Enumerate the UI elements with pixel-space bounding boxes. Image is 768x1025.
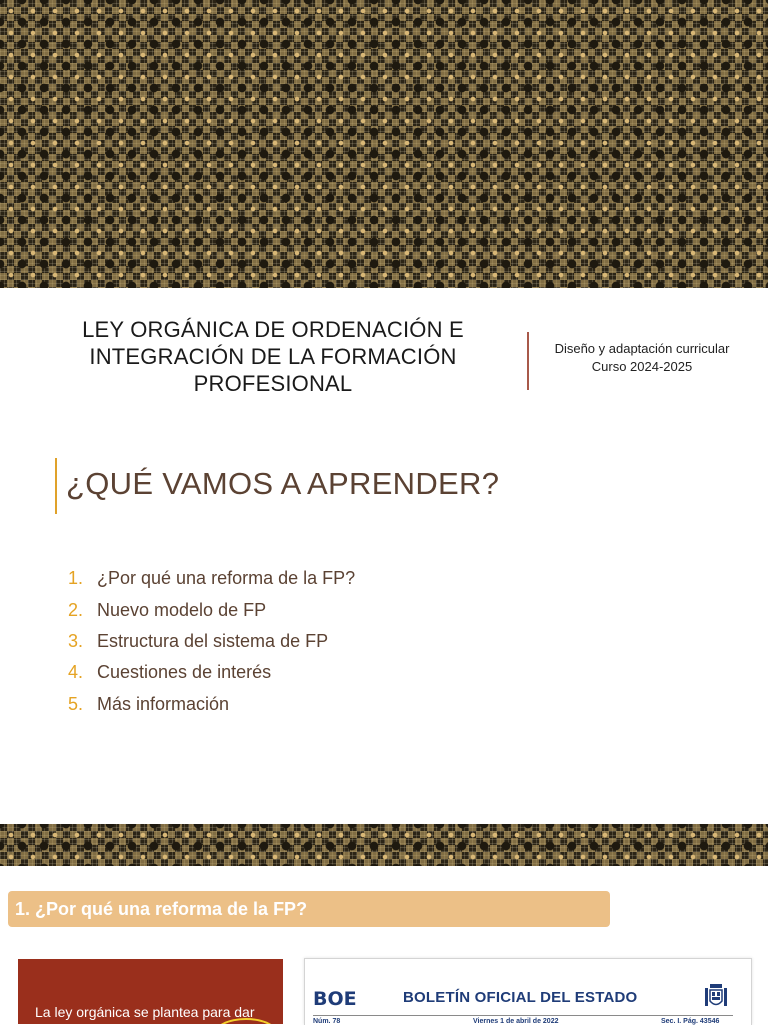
toc-item[interactable] [68,626,355,657]
boe-document-preview [304,958,752,1025]
boe-logo-text: BOE [313,988,357,1008]
title-line: LEY ORGÁNICA DE ORDENACIÓN E [82,317,464,342]
toc-number: 3. [68,630,84,651]
toc-label: Estructura del sistema de FP [97,630,329,651]
section-banner [8,891,610,927]
intro-card-text: La ley orgánica se plantea para dar [35,1004,255,1020]
toc-item[interactable] [68,689,355,720]
boe-title: BOLETÍN OFICIAL DEL ESTADO [403,989,638,1006]
title-line: INTEGRACIÓN DE LA FORMACIÓN [89,344,457,369]
decorative-pattern-banner-mid [0,824,768,866]
boe-logo-icon [313,988,363,1008]
toc-item[interactable] [68,563,355,594]
toc-item[interactable] [68,594,355,625]
course-subtitle: Diseño y adaptación curricular [554,341,730,356]
boe-issue-number: Núm. 78 [313,1018,341,1025]
toc-number: 4. [68,662,84,683]
section-heading: ¿QUÉ VAMOS A APRENDER? [66,466,500,501]
toc-label: Cuestiones de interés [97,662,272,683]
intro-card [18,959,283,1024]
toc-label: Más información [97,693,230,714]
toc-number: 5. [68,693,84,714]
toc-label: Nuevo modelo de FP [97,599,267,620]
course-info [537,340,747,376]
toc-number: 1. [68,568,84,589]
table-of-contents [68,563,355,720]
boe-date: Viernes 1 de abril de 2022 [473,1018,559,1025]
spain-crest-icon [703,983,729,1011]
boe-header-rule [313,1015,733,1016]
title-divider [527,332,529,390]
document-title [40,316,506,397]
heading-accent-bar [55,458,57,514]
toc-label: ¿Por qué una reforma de la FP? [97,568,356,589]
section-banner-label: 1. ¿Por qué una reforma de la FP? [15,898,308,919]
title-line: PROFESIONAL [193,371,353,396]
decorative-pattern-banner-top [0,0,768,288]
course-year: Curso 2024-2025 [591,359,693,374]
toc-item[interactable] [68,657,355,688]
toc-number: 2. [68,599,84,620]
boe-section-page: Sec. I. Pág. 43546 [661,1018,720,1025]
